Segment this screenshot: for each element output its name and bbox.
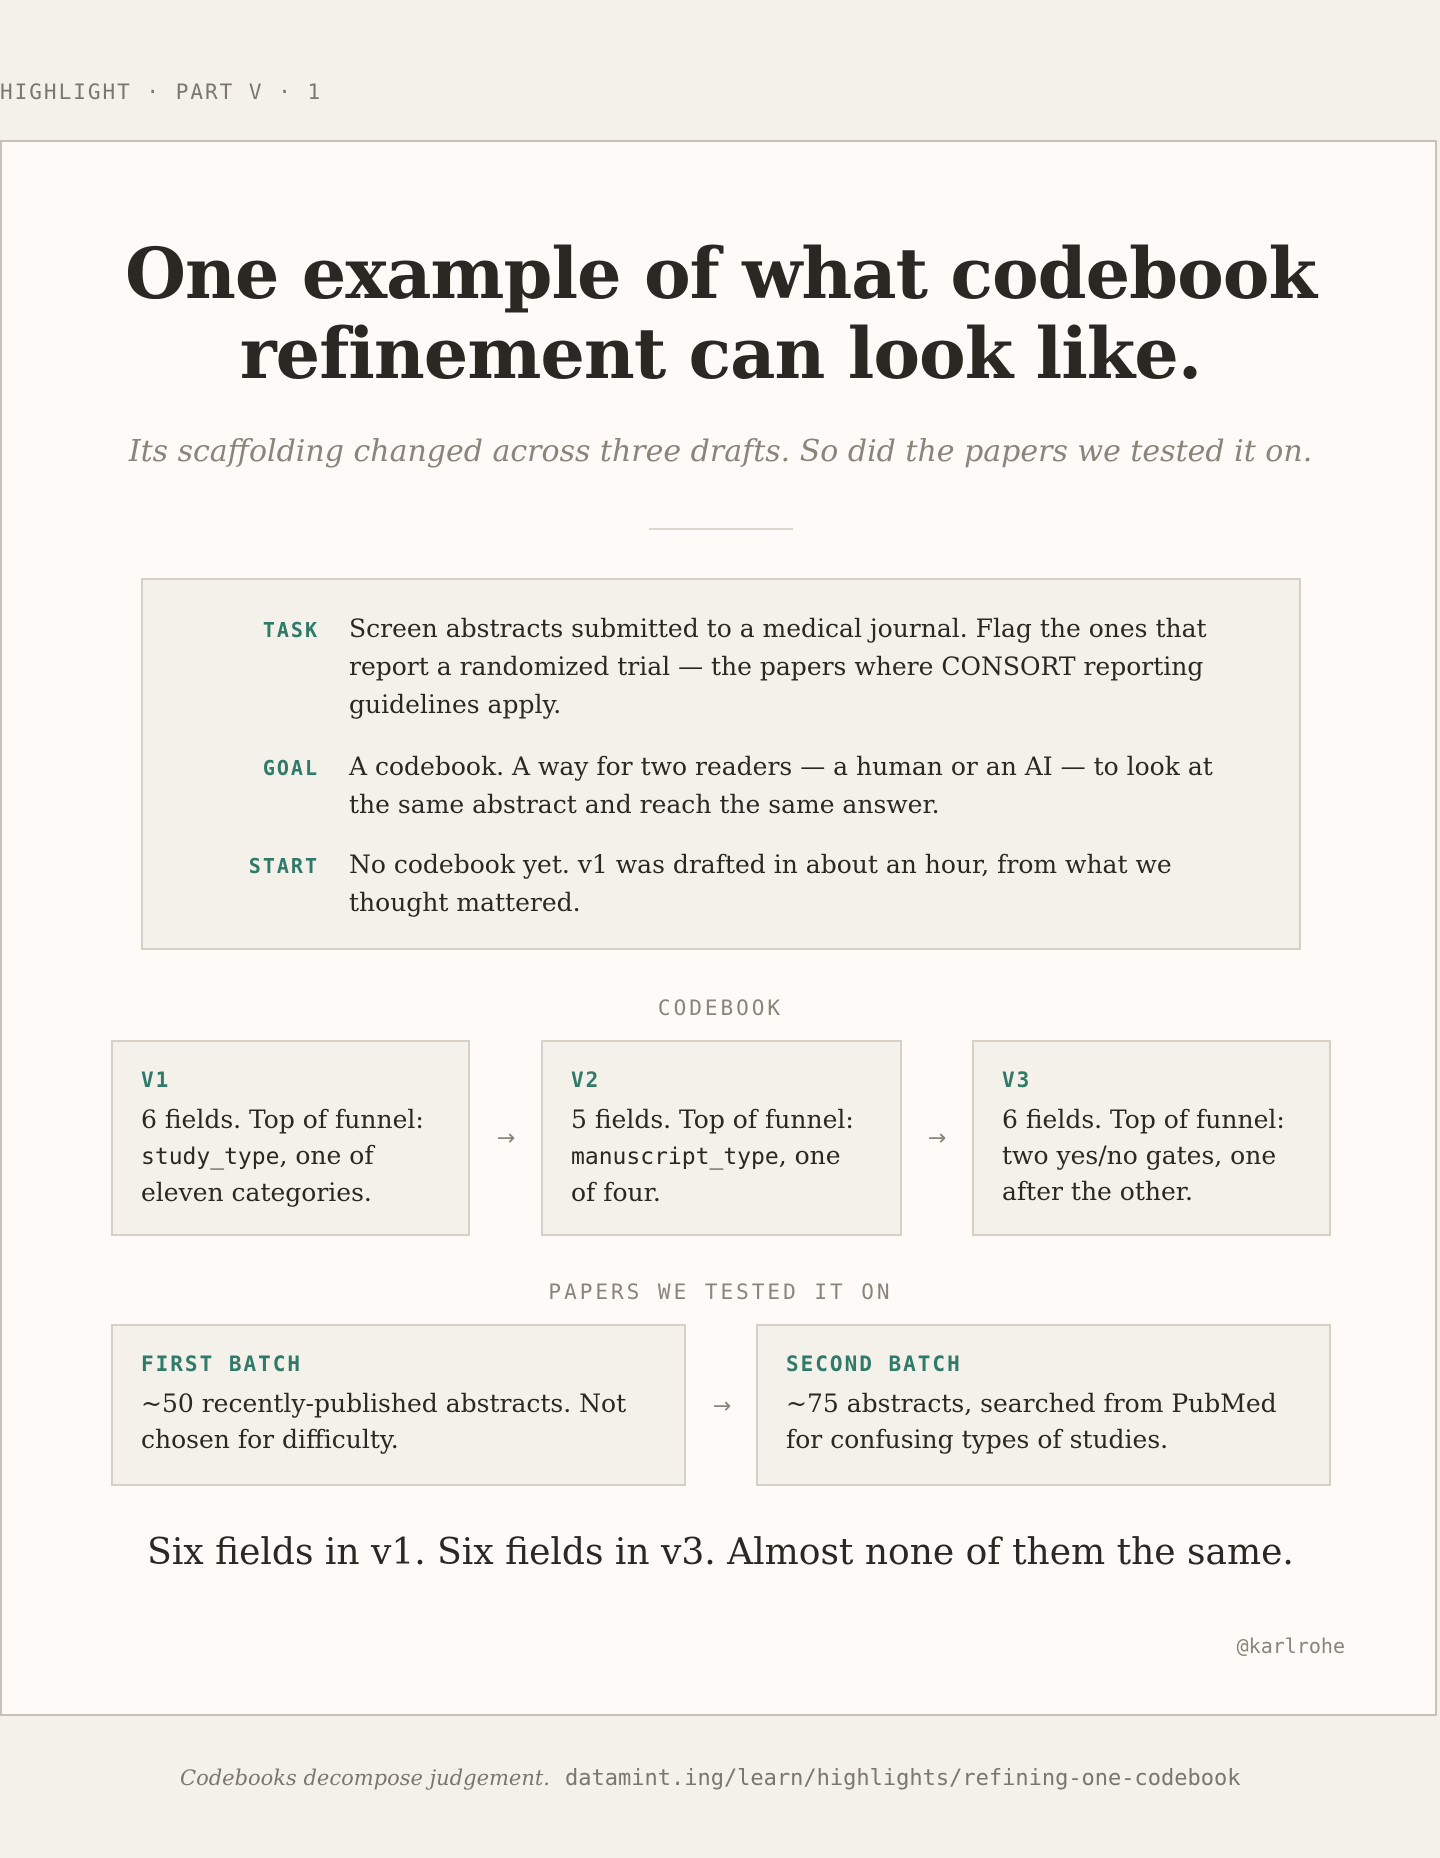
page-kicker: HIGHLIGHT · PART V · 1: [0, 80, 323, 104]
footer-url-link[interactable]: datamint.ing/learn/highlights/refining-one-codebook: [565, 1766, 1241, 1791]
author-handle: @karlrohe: [1236, 1634, 1345, 1658]
v1-code: study_type: [141, 1144, 280, 1170]
second-batch-title: SECOND BATCH: [786, 1352, 962, 1376]
first-batch-box: [111, 1324, 686, 1486]
task-text: Screen abstracts submitted to a medical journal. Flag the ones that report a randomized trial — the papers where CONSORT reporting guidelines apply.: [349, 614, 1207, 719]
v1-text: [141, 1102, 440, 1211]
papers-label: PAPERS WE TESTED IT ON: [548, 1280, 893, 1304]
title-line-1: One example of what codebook: [125, 232, 1316, 315]
goal-text: A codebook. A way for two readers — a human or an AI — to look at the same abstract and reach the same answer.: [349, 752, 1213, 819]
first-batch-title: FIRST BATCH: [141, 1352, 303, 1376]
v1-text-b: , one of eleven categories.: [141, 1141, 374, 1207]
codebook-v3-box: [972, 1040, 1331, 1236]
task-label: TASK: [262, 618, 319, 642]
divider: [649, 528, 793, 530]
title-line-2: refinement can look like.: [239, 312, 1202, 395]
v3-text: 6 fields. Top of funnel: two yes/no gates, one after the other.: [1002, 1105, 1285, 1206]
first-batch-text: ~50 recently-published abstracts. Not chosen for difficulty.: [141, 1389, 627, 1454]
arrow-icon: →: [712, 1394, 732, 1419]
page-subtitle: Its scaffolding changed across three drafts. So did the papers we tested it on.: [128, 434, 1313, 469]
arrow-icon: →: [496, 1126, 516, 1151]
codebook-v2-box: [541, 1040, 902, 1236]
page-title: [2, 234, 1439, 394]
start-label: START: [248, 854, 319, 878]
arrow-icon: →: [927, 1126, 947, 1151]
second-batch-box: [756, 1324, 1331, 1486]
v2-text: [571, 1102, 872, 1211]
codebook-v1-box: [111, 1040, 470, 1236]
v2-title: V2: [571, 1068, 601, 1092]
brief-panel: [141, 578, 1301, 950]
v3-title: V3: [1002, 1068, 1032, 1092]
v2-text-b: , one of four.: [571, 1141, 841, 1207]
v1-text-a: 6 fields. Top of funnel:: [141, 1105, 424, 1134]
v2-text-a: 5 fields. Top of funnel:: [571, 1105, 854, 1134]
codebook-label: CODEBOOK: [657, 996, 784, 1020]
second-batch-text: ~75 abstracts, searched from PubMed for confusing types of studies.: [786, 1389, 1277, 1454]
highlight-card: [0, 140, 1437, 1716]
goal-label: GOAL: [262, 756, 319, 780]
closing-statement: Six fields in v1. Six fields in v3. Almost none of them the same.: [147, 1532, 1294, 1573]
footer-note: Codebooks decompose judgement.: [180, 1766, 550, 1790]
start-text: No codebook yet. v1 was drafted in about an hour, from what we thought mattered.: [349, 850, 1172, 917]
v2-code: manuscript_type: [571, 1144, 779, 1170]
v1-title: V1: [141, 1068, 171, 1092]
